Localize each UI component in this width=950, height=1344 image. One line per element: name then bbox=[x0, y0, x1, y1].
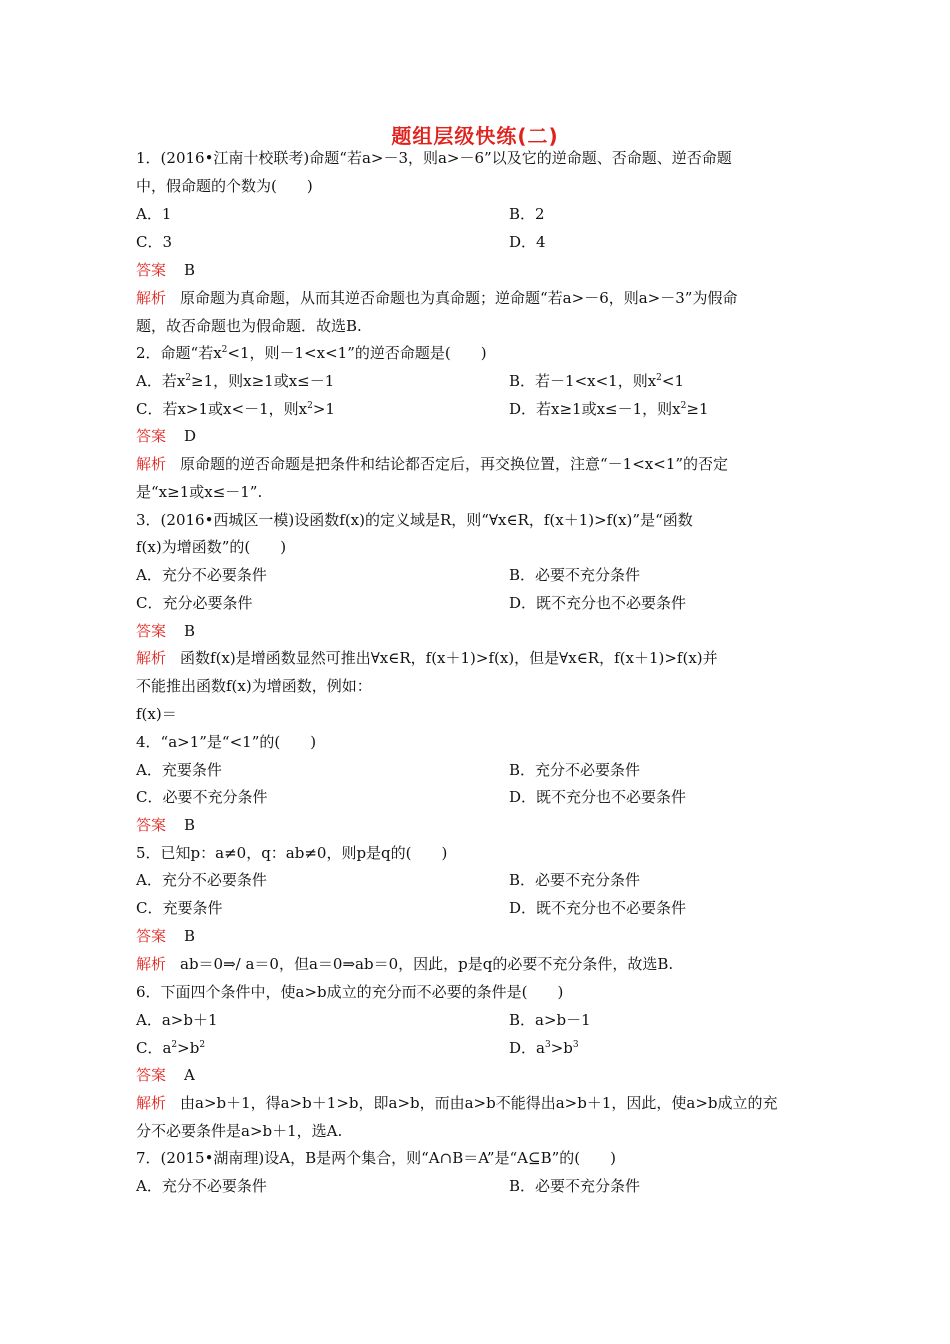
q6-analysis-line2: 分不必要条件是a>b＋1，选A. bbox=[136, 1122, 343, 1140]
q1-analysis-line2: 题，故否命题也为假命题．故选B. bbox=[136, 317, 362, 335]
q2-stem-part2: <1，则－1<x<1”的逆否命题是( ) bbox=[227, 344, 487, 362]
q3-stem-line1: 3．(2016•西城区一模)设函数f(x)的定义域是R，则“∀x∈R，f(x＋1)>f(x)”是“函数 bbox=[136, 511, 693, 529]
q3-option-a: A．充分不必要条件 bbox=[136, 566, 267, 584]
q5-answer-value: B bbox=[184, 927, 196, 945]
q5-option-a: A．充分不必要条件 bbox=[136, 871, 267, 889]
q2-d-pre: D．若x≥1或x≤－1，则x bbox=[509, 400, 681, 418]
q6-d-exponent1: 3 bbox=[544, 1040, 551, 1050]
q2-d-exponent: 2 bbox=[680, 401, 687, 411]
q6-option-b: B．a>b－1 bbox=[509, 1011, 591, 1029]
q6-option-c bbox=[136, 1038, 205, 1058]
q6-c-exponent2: 2 bbox=[199, 1040, 206, 1050]
q1-answer bbox=[136, 260, 816, 280]
answer-label: 答案 bbox=[136, 816, 167, 834]
q2-answer bbox=[136, 426, 816, 446]
q2-answer-value: D bbox=[184, 427, 197, 445]
q2-option-d bbox=[509, 399, 709, 419]
q6-stem: 6．下面四个条件中，使a>b成立的充分而不必要的条件是( ) bbox=[136, 983, 564, 1001]
q6-d-mid: >b bbox=[550, 1039, 573, 1057]
q2-stem-exponent: 2 bbox=[221, 345, 228, 355]
q5-stem: 5．已知p：a≠0，q：ab≠0，则p是q的( ) bbox=[136, 844, 448, 862]
q2-option-c bbox=[136, 399, 335, 419]
q1-option-c: C．3 bbox=[136, 233, 173, 251]
q5-analysis-line1 bbox=[136, 954, 816, 974]
q5-option-b: B．必要不充分条件 bbox=[509, 871, 641, 889]
q3-option-d: D．既不充分也不必要条件 bbox=[509, 594, 687, 612]
q6-c-pre: C．a bbox=[136, 1039, 172, 1057]
q2-analysis-line1 bbox=[136, 454, 816, 474]
q7-option-b: B．必要不充分条件 bbox=[509, 1177, 641, 1195]
q6-answer bbox=[136, 1065, 816, 1085]
q4-option-d: D．既不充分也不必要条件 bbox=[509, 788, 687, 806]
q4-option-c: C．必要不充分条件 bbox=[136, 788, 268, 806]
q2-c-post: >1 bbox=[312, 400, 335, 418]
q2-a-exponent: 2 bbox=[185, 373, 192, 383]
q1-analysis-text1: 原命题为真命题，从而其逆否命题也为真命题；逆命题“若a>－6，则a>－3”为假命 bbox=[180, 289, 738, 307]
answer-label: 答案 bbox=[136, 427, 167, 445]
q6-answer-value: A bbox=[184, 1066, 195, 1084]
q2-c-exponent: 2 bbox=[307, 401, 313, 411]
q6-analysis-text1: 由a>b＋1，得a>b＋1>b，即a>b，而由a>b不能得出a>b＋1，因此，使a>b成立的充 bbox=[180, 1094, 778, 1112]
q2-d-post: ≥1 bbox=[686, 400, 709, 418]
answer-label: 答案 bbox=[136, 622, 167, 640]
q1-analysis-line1 bbox=[136, 288, 816, 308]
q1-stem-line2: 中，假命题的个数为( ) bbox=[136, 177, 313, 195]
q5-option-d: D．既不充分也不必要条件 bbox=[509, 899, 687, 917]
q3-option-c: C．充分必要条件 bbox=[136, 594, 253, 612]
analysis-label: 解析 bbox=[136, 649, 167, 667]
q2-analysis-text1: 原命题的逆否命题是把条件和结论都否定后，再交换位置，注意“－1<x<1”的否定 bbox=[180, 455, 729, 473]
q3-analysis-line1 bbox=[136, 648, 816, 668]
q6-d-pre: D．a bbox=[509, 1039, 545, 1057]
q6-d-exponent2: 3 bbox=[572, 1040, 579, 1050]
q2-option-b bbox=[509, 371, 684, 391]
q3-stem-line2: f(x)为增函数”的( ) bbox=[136, 538, 287, 556]
q2-a-pre: A．若x bbox=[136, 372, 186, 390]
q2-c-pre: C．若x>1或x<－1，则x bbox=[136, 400, 308, 418]
q3-analysis-line3: f(x)＝ bbox=[136, 705, 177, 723]
q2-stem-part1: 2．命题“若x bbox=[136, 344, 222, 362]
q2-stem bbox=[136, 343, 816, 363]
q3-answer-value: B bbox=[184, 622, 196, 640]
q2-a-post: ≥1，则x≥1或x≤－1 bbox=[191, 372, 335, 390]
q6-option-d bbox=[509, 1038, 579, 1058]
q4-option-a: A．充要条件 bbox=[136, 761, 222, 779]
q2-analysis-line2: 是“x≥1或x≤－1”. bbox=[136, 483, 263, 501]
answer-label: 答案 bbox=[136, 927, 167, 945]
q3-answer bbox=[136, 621, 816, 641]
page-title: 题组层级快练(二) bbox=[391, 124, 559, 148]
q4-stem: 4．“a>1”是“<1”的( ) bbox=[136, 733, 317, 751]
q2-option-a bbox=[136, 371, 334, 391]
q3-analysis-line2: 不能推出函数f(x)为增函数，例如： bbox=[136, 677, 372, 695]
q5-analysis-text1: ab＝0⇒/ a＝0，但a＝0⇒ab＝0，因此，p是q的必要不充分条件，故选B. bbox=[180, 955, 674, 973]
answer-label: 答案 bbox=[136, 1066, 167, 1084]
q2-b-pre: B．若－1<x<1，则x bbox=[509, 372, 657, 390]
q7-stem: 7．(2015•湖南理)设A，B是两个集合，则“A∩B＝A”是“A⊆B”的( ) bbox=[136, 1149, 616, 1167]
q7-option-a: A．充分不必要条件 bbox=[136, 1177, 267, 1195]
q4-option-b: B．充分不必要条件 bbox=[509, 761, 641, 779]
q1-stem-line1: 1．(2016•江南十校联考)命题“若a>－3，则a>－6”以及它的逆命题、否命题、逆否命题 bbox=[136, 149, 732, 167]
q1-option-a: A．1 bbox=[136, 205, 172, 223]
analysis-label: 解析 bbox=[136, 1094, 167, 1112]
q1-option-b: B．2 bbox=[509, 205, 545, 223]
analysis-label: 解析 bbox=[136, 289, 167, 307]
q3-analysis-text1: 函数f(x)是增函数显然可推出∀x∈R，f(x＋1)>f(x)，但是∀x∈R，f(x＋1)>f(x)并 bbox=[180, 649, 718, 667]
q6-analysis-line1 bbox=[136, 1093, 816, 1113]
analysis-label: 解析 bbox=[136, 955, 167, 973]
q3-option-b: B．必要不充分条件 bbox=[509, 566, 641, 584]
q1-option-d: D．4 bbox=[509, 233, 546, 251]
q5-answer bbox=[136, 926, 816, 946]
q1-answer-value: B bbox=[184, 261, 196, 279]
q2-b-exponent: 2 bbox=[656, 373, 662, 383]
q4-answer-value: B bbox=[184, 816, 196, 834]
q4-answer bbox=[136, 815, 816, 835]
q6-option-a: A．a>b＋1 bbox=[136, 1011, 218, 1029]
q5-option-c: C．充要条件 bbox=[136, 899, 223, 917]
analysis-label: 解析 bbox=[136, 455, 167, 473]
q6-c-exponent1: 2 bbox=[171, 1040, 178, 1050]
q2-b-post: <1 bbox=[661, 372, 685, 390]
answer-label: 答案 bbox=[136, 261, 167, 279]
q6-c-mid: >b bbox=[177, 1039, 200, 1057]
